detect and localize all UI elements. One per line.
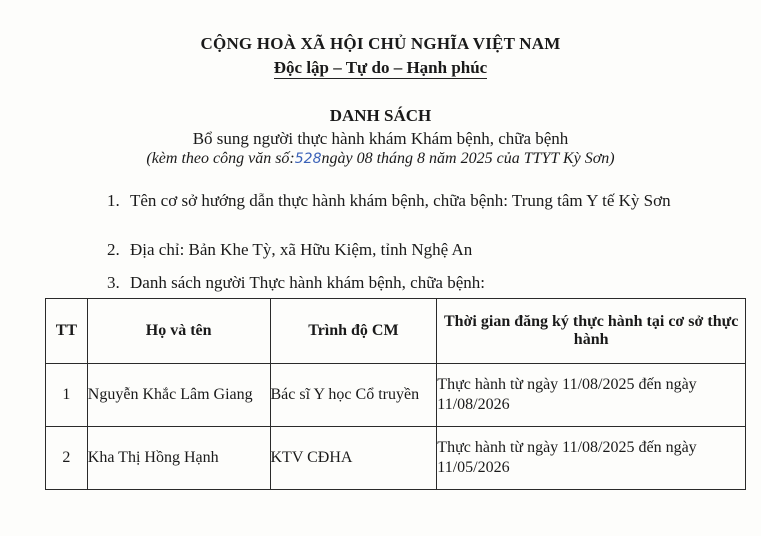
table-row: [46, 364, 746, 427]
cell-name: Kha Thị Hồng Hạnh: [87, 427, 270, 490]
reference-suffix: ngày 08 tháng 8 năm 2025 của TTYT Kỳ Sơn): [321, 150, 615, 167]
header-level: Trình độ CM: [270, 299, 437, 364]
reference-number: 528: [294, 151, 322, 167]
list-item-number: 3.: [107, 273, 120, 292]
header-time: Thời gian đăng ký thực hành tại cơ sở thực hành: [437, 299, 746, 364]
cell-time: Thực hành từ ngày 11/08/2025 đến ngày 11/08/2026: [437, 364, 746, 427]
list-item-number: 2.: [107, 240, 120, 259]
cell-level: KTV CĐHA: [270, 427, 437, 490]
cell-tt: 2: [46, 427, 88, 490]
motto: [0, 58, 761, 78]
list-item: [107, 190, 727, 212]
cell-level: Bác sĩ Y học Cổ truyền: [270, 364, 437, 427]
reference-prefix: (kèm theo công văn số:: [146, 150, 295, 167]
header-tt: TT: [46, 299, 88, 364]
cell-name: Nguyễn Khắc Lâm Giang: [87, 364, 270, 427]
header-name: Họ và tên: [87, 299, 270, 364]
national-title: CỘNG HOÀ XÃ HỘI CHỦ NGHĨA VIỆT NAM: [200, 34, 561, 53]
practitioner-table: [45, 298, 746, 490]
list-item: [107, 272, 727, 294]
document-subtitle: Bổ sung người thực hành khám Khám bệnh, chữa bệnh: [192, 129, 569, 148]
list-item-text: Danh sách người Thực hành khám bệnh, chữa bệnh:: [130, 273, 485, 292]
cell-tt: 1: [46, 364, 88, 427]
document-reference: [0, 150, 761, 168]
motto-text: Độc lập – Tự do – Hạnh phúc: [273, 58, 488, 77]
list-item-number: 1.: [107, 191, 120, 210]
document-title: DANH SÁCH: [329, 106, 432, 125]
list-item: [107, 239, 727, 261]
table-header-row: [46, 299, 746, 364]
list-item-text: Tên cơ sở hướng dẫn thực hành khám bệnh, chữa bệnh: Trung tâm Y tế Kỳ Sơn: [130, 191, 671, 210]
cell-time: Thực hành từ ngày 11/08/2025 đến ngày 11/05/2026: [437, 427, 746, 490]
list-item-text: Địa chỉ: Bản Khe Tỳ, xã Hữu Kiệm, tỉnh Nghệ An: [130, 240, 473, 259]
table-row: [46, 427, 746, 490]
